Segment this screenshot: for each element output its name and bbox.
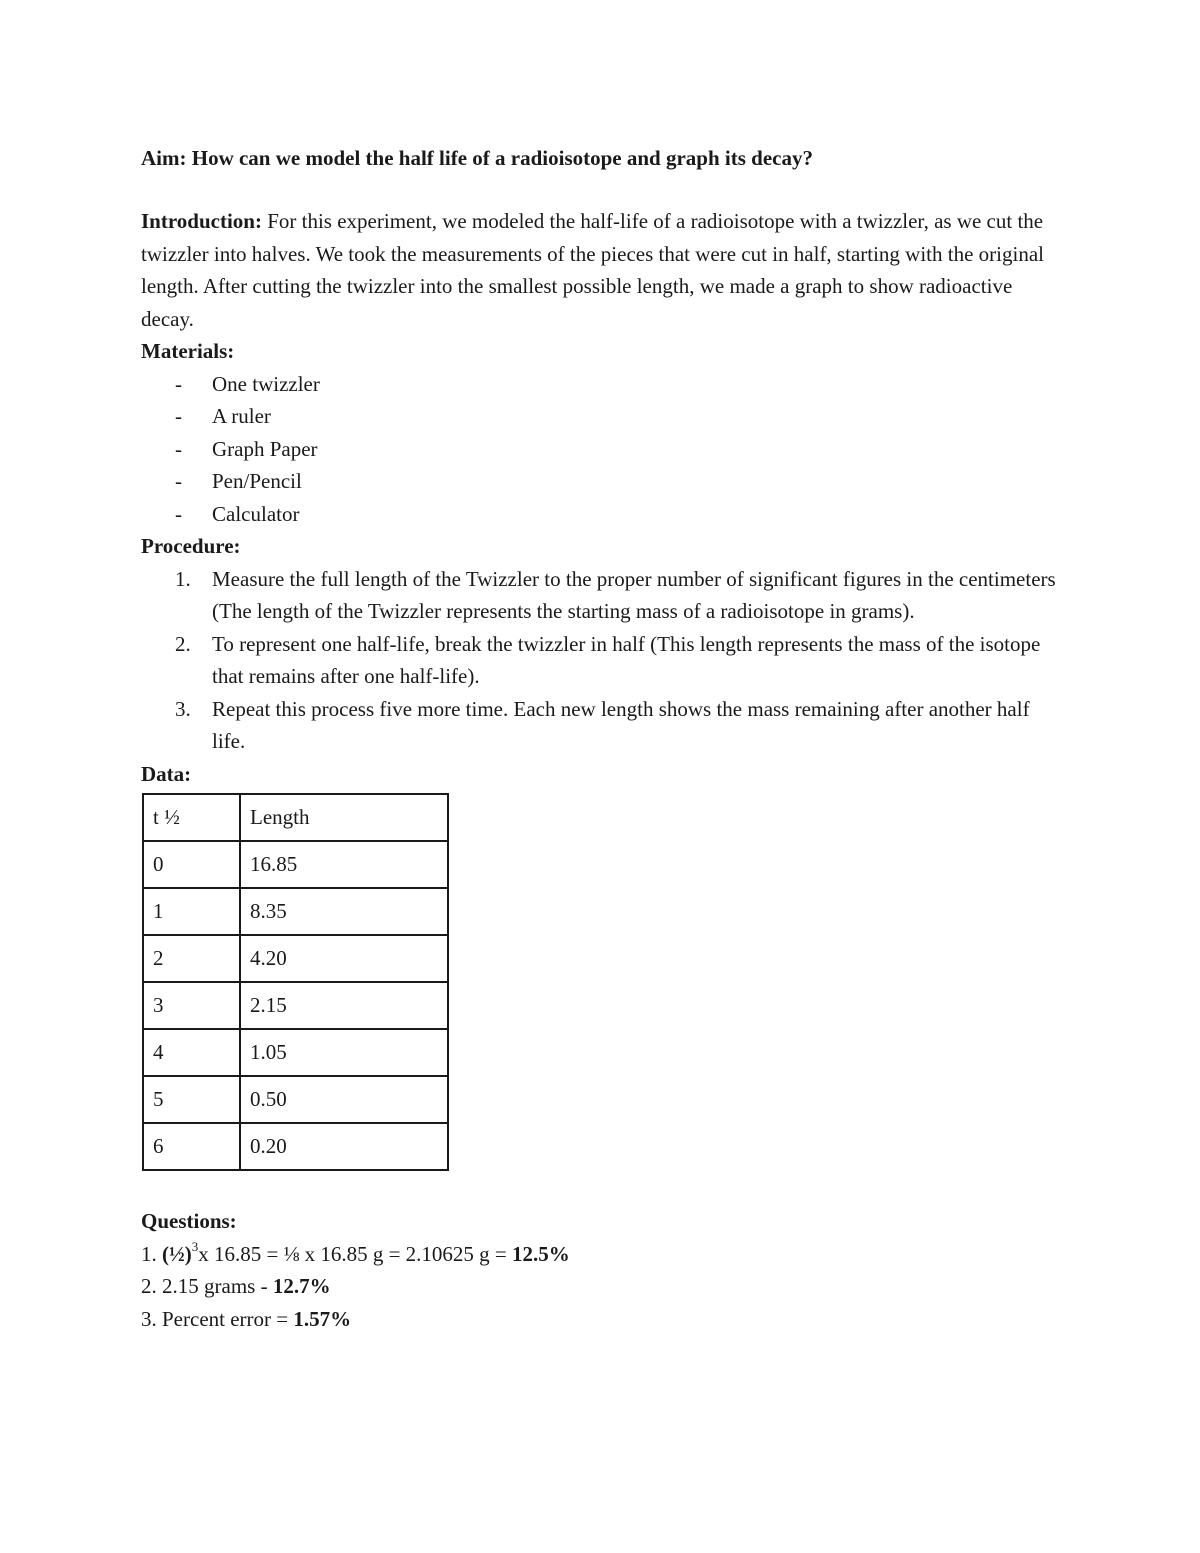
table-cell: 0.50 <box>240 1076 448 1123</box>
table-cell: 1 <box>143 888 240 935</box>
list-item <box>141 563 1061 628</box>
answer-value: 1.57% <box>293 1306 352 1331</box>
questions-heading: Questions: <box>141 1209 237 1233</box>
calculation-text: x 16.85 = ⅛ x 16.85 g = 2.10625 g = <box>198 1241 513 1266</box>
list-item <box>141 433 1061 466</box>
question-text: 2. 2.15 grams - <box>141 1274 273 1298</box>
table-cell: 2 <box>143 935 240 982</box>
table-row <box>143 1029 448 1076</box>
materials-heading: Materials: <box>141 339 235 363</box>
aim-heading: Aim: How can we model the half life of a radioisotope and graph its decay? <box>141 146 813 170</box>
material-item-label: Calculator <box>212 501 300 526</box>
list-item <box>141 368 1061 401</box>
answer-value: 12.7% <box>272 1274 331 1298</box>
table-cell: 6 <box>143 1123 240 1170</box>
table-cell: 0 <box>143 841 240 888</box>
table-cell: 16.85 <box>240 841 448 888</box>
procedure-heading: Procedure: <box>141 534 241 558</box>
dash-bullet: - <box>175 436 182 461</box>
question-text: 3. Percent error = <box>141 1306 294 1331</box>
dash-bullet: - <box>175 501 182 526</box>
table-row <box>143 1123 448 1170</box>
introduction-paragraph <box>141 205 1061 335</box>
dash-bullet: - <box>175 404 182 428</box>
table-cell: 2.15 <box>240 982 448 1029</box>
table-cell: 4 <box>143 1029 240 1076</box>
procedure-list <box>141 563 1061 758</box>
table-header-row <box>143 794 448 841</box>
step-text: Measure the full length of the Twizzler to the proper number of significant figures in the centimeters (The length of the Twizzler represents the starting mass of a radioisotope in grams). <box>212 566 1056 623</box>
table-cell: 0.20 <box>240 1123 448 1170</box>
question-1-answer <box>141 1238 1061 1271</box>
material-item-label: A ruler <box>212 404 271 428</box>
question-3-answer <box>141 1303 1061 1336</box>
data-table <box>142 793 449 1171</box>
data-heading: Data: <box>141 761 192 786</box>
introduction-text: For this experiment, we modeled the half-life of a radioisotope with a twizzler, as we cut the twizzler into halves. We took the measurements of the pieces that were cut in half, starting with the original length. After cutting the twizzler into the smallest possible length, we made a graph to show radioactive decay. <box>141 209 1044 331</box>
material-item-label: Graph Paper <box>212 436 318 461</box>
table-cell: 1.05 <box>240 1029 448 1076</box>
questions-section <box>141 1205 1061 1335</box>
dash-bullet: - <box>175 371 182 396</box>
list-item <box>141 400 1061 433</box>
table-cell: 4.20 <box>240 935 448 982</box>
list-item <box>141 498 1061 531</box>
dash-bullet: - <box>175 469 182 493</box>
header-cell: t ½ <box>143 794 240 841</box>
list-item <box>141 693 1061 758</box>
half-fraction: (½) <box>162 1241 192 1266</box>
exponent: 3 <box>191 1238 199 1254</box>
answer-value: 12.5% <box>512 1241 570 1266</box>
table-row <box>143 982 448 1029</box>
step-number: 2. <box>175 631 191 656</box>
table-row <box>143 888 448 935</box>
material-item-label: One twizzler <box>212 371 320 396</box>
step-text: To represent one half-life, break the twizzler in half (This length represents the mass of the isotope that remains after one half-life). <box>212 631 1041 688</box>
step-number: 3. <box>175 696 191 721</box>
table-row <box>143 1076 448 1123</box>
question-2-answer <box>141 1270 1061 1303</box>
table-row <box>143 841 448 888</box>
step-text: Repeat this process five more time. Each new length shows the mass remaining after another half life. <box>212 696 1030 753</box>
materials-list <box>141 368 1061 531</box>
header-cell: Length <box>240 794 448 841</box>
document-body <box>141 142 1061 1335</box>
step-number: 1. <box>175 566 191 591</box>
table-cell: 3 <box>143 982 240 1029</box>
list-item <box>141 628 1061 693</box>
list-item <box>141 465 1061 498</box>
table-cell: 5 <box>143 1076 240 1123</box>
table-row <box>143 935 448 982</box>
introduction-label: Introduction: <box>141 209 262 233</box>
table-cell: 8.35 <box>240 888 448 935</box>
question-number: 1. <box>141 1241 162 1266</box>
material-item-label: Pen/Pencil <box>212 469 302 493</box>
